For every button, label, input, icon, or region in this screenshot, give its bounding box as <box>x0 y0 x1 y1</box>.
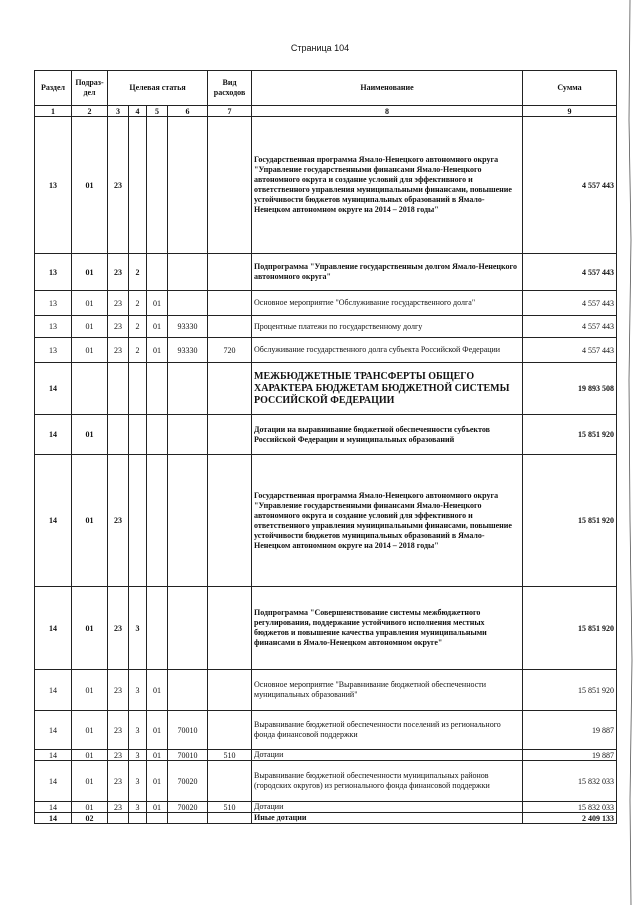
cell-sum: 2 409 133 <box>523 813 617 824</box>
cell-name: Обслуживание государственного долга субъекта Российской Федерации <box>252 338 523 363</box>
cell-subprogram <box>129 363 147 415</box>
header-razdel: Раздел <box>35 71 72 106</box>
cell-podrazdel: 01 <box>72 587 108 670</box>
cell-sum: 19 887 <box>523 750 617 761</box>
table-row <box>35 750 617 761</box>
cell-subprogram: 3 <box>129 750 147 761</box>
cell-measure <box>147 117 168 254</box>
column-number: 8 <box>252 106 523 117</box>
cell-program: 23 <box>108 761 129 802</box>
cell-razdel: 14 <box>35 587 72 670</box>
table-row <box>35 415 617 455</box>
cell-direction <box>168 813 208 824</box>
cell-podrazdel: 01 <box>72 117 108 254</box>
cell-razdel: 14 <box>35 455 72 587</box>
cell-program: 23 <box>108 711 129 750</box>
cell-razdel: 13 <box>35 254 72 291</box>
table-row <box>35 802 617 813</box>
cell-subprogram: 2 <box>129 291 147 316</box>
cell-direction: 70020 <box>168 761 208 802</box>
cell-measure: 01 <box>147 750 168 761</box>
cell-name: Государственная программа Ямало-Ненецкого автономного округа "Управление государственными финансами Ямало-Ненецкого автономного округа и создание условий для эффективного и ответственного управления муниципальными финансами, повышение устойчивости бюджетов муниципальных образований в Ямало-Ненецком автономном округе на 2014 – 2018 годы" <box>252 117 523 254</box>
cell-measure: 01 <box>147 761 168 802</box>
cell-measure <box>147 455 168 587</box>
cell-subprogram <box>129 415 147 455</box>
cell-subprogram <box>129 117 147 254</box>
cell-expense-type <box>208 254 252 291</box>
cell-expense-type <box>208 117 252 254</box>
column-number-row <box>35 106 617 117</box>
cell-measure <box>147 813 168 824</box>
cell-measure <box>147 415 168 455</box>
cell-direction: 93330 <box>168 316 208 338</box>
cell-razdel: 14 <box>35 670 72 711</box>
scan-edge-mark <box>626 0 640 905</box>
cell-subprogram: 2 <box>129 316 147 338</box>
cell-name: Государственная программа Ямало-Ненецкого автономного округа "Управление государственными финансами Ямало-Ненецкого автономного округа и создание условий для эффективного и ответственного управления муниципальными финансами, повышение устойчивости бюджетов муниципальных образований в Ямало-Ненецком автономном округе на 2014 – 2018 годы" <box>252 455 523 587</box>
cell-podrazdel: 01 <box>72 802 108 813</box>
cell-measure <box>147 587 168 670</box>
cell-sum: 19 887 <box>523 711 617 750</box>
table-row <box>35 363 617 415</box>
cell-measure <box>147 254 168 291</box>
cell-measure: 01 <box>147 711 168 750</box>
cell-direction <box>168 254 208 291</box>
cell-direction: 70010 <box>168 750 208 761</box>
cell-razdel: 14 <box>35 363 72 415</box>
cell-podrazdel: 01 <box>72 750 108 761</box>
cell-direction <box>168 587 208 670</box>
cell-expense-type: 720 <box>208 338 252 363</box>
cell-program: 23 <box>108 254 129 291</box>
column-number: 7 <box>208 106 252 117</box>
cell-sum: 4 557 443 <box>523 291 617 316</box>
column-number: 5 <box>147 106 168 117</box>
cell-expense-type <box>208 316 252 338</box>
cell-program: 23 <box>108 291 129 316</box>
cell-expense-type <box>208 670 252 711</box>
cell-program: 23 <box>108 670 129 711</box>
cell-direction: 70020 <box>168 802 208 813</box>
cell-razdel: 13 <box>35 338 72 363</box>
cell-expense-type <box>208 415 252 455</box>
budget-table <box>34 70 617 824</box>
table-row <box>35 291 617 316</box>
cell-measure: 01 <box>147 316 168 338</box>
cell-expense-type <box>208 813 252 824</box>
cell-direction <box>168 363 208 415</box>
cell-name: Иные дотации <box>252 813 523 824</box>
cell-measure: 01 <box>147 670 168 711</box>
cell-measure: 01 <box>147 802 168 813</box>
cell-expense-type: 510 <box>208 802 252 813</box>
cell-direction: 70010 <box>168 711 208 750</box>
cell-razdel: 13 <box>35 291 72 316</box>
cell-subprogram <box>129 455 147 587</box>
table-body <box>35 117 617 824</box>
page-number-label: Страница 104 <box>290 43 350 53</box>
cell-direction <box>168 117 208 254</box>
cell-podrazdel: 01 <box>72 455 108 587</box>
cell-razdel: 14 <box>35 802 72 813</box>
cell-program: 23 <box>108 587 129 670</box>
cell-expense-type: 510 <box>208 750 252 761</box>
cell-name: Дотации <box>252 750 523 761</box>
column-number: 2 <box>72 106 108 117</box>
cell-sum: 15 851 920 <box>523 670 617 711</box>
cell-sum: 4 557 443 <box>523 254 617 291</box>
cell-name: Основное мероприятие "Обслуживание государственного долга" <box>252 291 523 316</box>
cell-razdel: 14 <box>35 415 72 455</box>
cell-name: Процентные платежи по государственному долгу <box>252 316 523 338</box>
header-name: Наименование <box>252 71 523 106</box>
cell-expense-type <box>208 291 252 316</box>
cell-sum: 4 557 443 <box>523 338 617 363</box>
cell-program: 23 <box>108 802 129 813</box>
cell-podrazdel: 01 <box>72 711 108 750</box>
cell-program <box>108 363 129 415</box>
cell-expense-type <box>208 455 252 587</box>
cell-sum: 19 893 508 <box>523 363 617 415</box>
cell-subprogram: 2 <box>129 254 147 291</box>
cell-razdel: 14 <box>35 813 72 824</box>
cell-podrazdel <box>72 363 108 415</box>
table-header-row <box>35 71 617 106</box>
cell-measure: 01 <box>147 291 168 316</box>
cell-program <box>108 415 129 455</box>
cell-sum: 15 832 033 <box>523 761 617 802</box>
cell-subprogram: 2 <box>129 338 147 363</box>
cell-name: Выравнивание бюджетной обеспеченности поселений из регионального фонда финансовой поддержки <box>252 711 523 750</box>
table-row <box>35 587 617 670</box>
cell-name: Основное мероприятие "Выравнивание бюджетной обеспеченности муниципальных образований" <box>252 670 523 711</box>
cell-program: 23 <box>108 455 129 587</box>
cell-podrazdel: 01 <box>72 254 108 291</box>
cell-direction: 93330 <box>168 338 208 363</box>
cell-expense-type <box>208 587 252 670</box>
cell-program: 23 <box>108 117 129 254</box>
column-number: 6 <box>168 106 208 117</box>
cell-name: Дотации <box>252 802 523 813</box>
header-expense-type: Вид расходов <box>208 71 252 106</box>
cell-name: Дотации на выравнивание бюджетной обеспеченности субъектов Российской Федерации и муниципальных образований <box>252 415 523 455</box>
cell-subprogram <box>129 813 147 824</box>
cell-razdel: 13 <box>35 316 72 338</box>
table-row <box>35 813 617 824</box>
table-row <box>35 338 617 363</box>
cell-program: 23 <box>108 316 129 338</box>
cell-name: МЕЖБЮДЖЕТНЫЕ ТРАНСФЕРТЫ ОБЩЕГО ХАРАКТЕРА БЮДЖЕТАМ БЮДЖЕТНОЙ СИСТЕМЫ РОССИЙСКОЙ ФЕДЕРАЦИИ <box>252 363 523 415</box>
cell-direction <box>168 415 208 455</box>
cell-direction <box>168 455 208 587</box>
header-podrazdel: Подраз-дел <box>72 71 108 106</box>
header-sum: Сумма <box>523 71 617 106</box>
cell-sum: 15 851 920 <box>523 455 617 587</box>
cell-sum: 4 557 443 <box>523 117 617 254</box>
cell-name: Выравнивание бюджетной обеспеченности муниципальных районов (городских округов) из регионального фонда финансовой поддержки <box>252 761 523 802</box>
cell-program <box>108 813 129 824</box>
table-row <box>35 711 617 750</box>
cell-subprogram: 3 <box>129 761 147 802</box>
table-row <box>35 254 617 291</box>
header-target-article: Целевая статья <box>108 71 208 106</box>
cell-expense-type <box>208 761 252 802</box>
cell-program: 23 <box>108 750 129 761</box>
cell-direction <box>168 291 208 316</box>
cell-expense-type <box>208 363 252 415</box>
cell-podrazdel: 01 <box>72 316 108 338</box>
column-number: 4 <box>129 106 147 117</box>
cell-measure <box>147 363 168 415</box>
cell-podrazdel: 01 <box>72 338 108 363</box>
table-row <box>35 316 617 338</box>
cell-razdel: 14 <box>35 750 72 761</box>
column-number: 9 <box>523 106 617 117</box>
table-row <box>35 761 617 802</box>
cell-podrazdel: 02 <box>72 813 108 824</box>
table-row <box>35 455 617 587</box>
cell-razdel: 14 <box>35 711 72 750</box>
cell-subprogram: 3 <box>129 587 147 670</box>
cell-razdel: 13 <box>35 117 72 254</box>
cell-name: Подпрограмма "Совершенствование системы межбюджетного регулирования, поддержание устойчивого исполнения местных бюджетов и повышение качества управления муниципальными финансами в Ямало-Ненецком автономном округе" <box>252 587 523 670</box>
cell-podrazdel: 01 <box>72 291 108 316</box>
cell-sum: 15 851 920 <box>523 415 617 455</box>
cell-subprogram: 3 <box>129 802 147 813</box>
column-number: 3 <box>108 106 129 117</box>
cell-podrazdel: 01 <box>72 761 108 802</box>
cell-subprogram: 3 <box>129 711 147 750</box>
cell-podrazdel: 01 <box>72 415 108 455</box>
cell-subprogram: 3 <box>129 670 147 711</box>
table-row <box>35 670 617 711</box>
cell-sum: 15 832 033 <box>523 802 617 813</box>
table-row <box>35 117 617 254</box>
cell-razdel: 14 <box>35 761 72 802</box>
cell-program: 23 <box>108 338 129 363</box>
cell-measure: 01 <box>147 338 168 363</box>
cell-direction <box>168 670 208 711</box>
cell-podrazdel: 01 <box>72 670 108 711</box>
cell-sum: 4 557 443 <box>523 316 617 338</box>
cell-sum: 15 851 920 <box>523 587 617 670</box>
column-number: 1 <box>35 106 72 117</box>
cell-name: Подпрограмма "Управление государственным долгом Ямало-Ненецкого автономного округа" <box>252 254 523 291</box>
cell-expense-type <box>208 711 252 750</box>
